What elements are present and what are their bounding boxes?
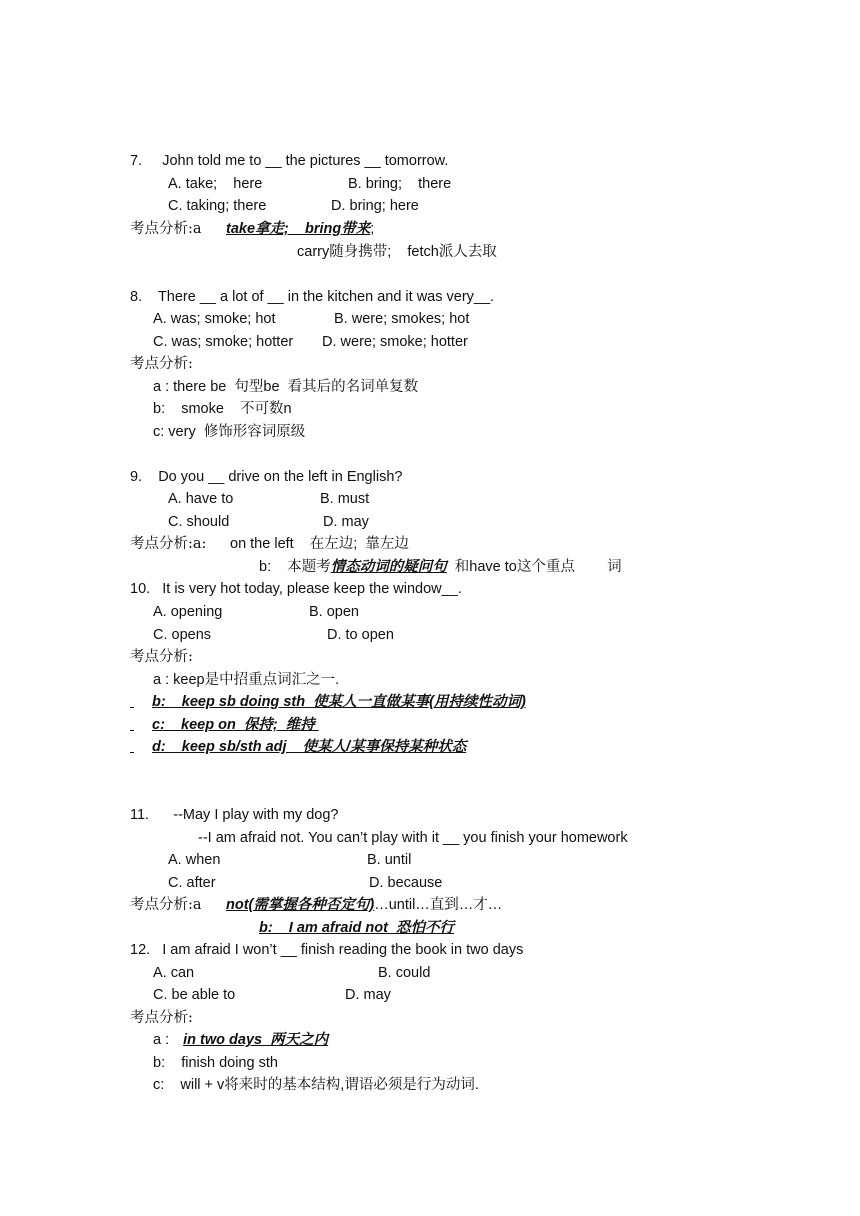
analysis-label: 考点分析:a: [130, 897, 202, 913]
analysis-point-b: [259, 558, 622, 576]
analysis-label: 考点分析:a: [130, 221, 202, 237]
option-b: B. open: [309, 604, 359, 620]
analysis-point-c: c: very 修饰形容词原级: [153, 424, 306, 440]
analysis-point-a: [226, 220, 374, 238]
option-d: D. bring; here: [331, 198, 419, 214]
option-d: D. to open: [327, 627, 394, 643]
emphasis-text: d: keep sb/sth adj 使某人/某事保持某种状态: [152, 739, 467, 755]
option-d: D. may: [345, 987, 391, 1003]
option-a: A. can: [153, 965, 195, 981]
text-suffix: 和have to这个重点 词: [446, 559, 622, 575]
option-c: C. taking; there: [168, 198, 267, 214]
emphasis-text: c: keep on 保持; 维持: [152, 717, 319, 733]
emphasis-text: 情态动词的疑问句: [330, 559, 447, 575]
option-a: A. opening: [153, 604, 223, 620]
underline-lead: [130, 693, 152, 711]
text-suffix: …until…直到…才…: [374, 897, 503, 913]
analysis-point-b: b: smoke 不可数n: [153, 401, 292, 417]
question-9: 9. Do you __ drive on the left in English?: [130, 469, 403, 485]
analysis-point-a: a : keep是中招重点词汇之一.: [153, 672, 340, 688]
question-12: 12. I am afraid I won’t __ finish reading the book in two days: [130, 942, 524, 958]
text-prefix: a :: [153, 1032, 170, 1048]
question-11: 11. --May I play with my dog?: [130, 807, 339, 823]
analysis-point-b: [130, 693, 526, 711]
emphasis-text: take拿走; bring带来: [226, 221, 371, 237]
analysis-point-b: b: finish doing sth: [153, 1055, 278, 1071]
option-c: C. after: [168, 875, 216, 891]
analysis-label: 考点分析:: [130, 356, 193, 372]
analysis-point-b: carry随身携带; fetch派人去取: [297, 244, 497, 260]
analysis-point-d: [130, 738, 466, 756]
analysis-label: 考点分析:: [130, 1010, 193, 1026]
option-c: C. be able to: [153, 987, 236, 1003]
option-d: D. were; smoke; hotter: [322, 334, 468, 350]
option-b: B. could: [378, 965, 431, 981]
punctuation: ;: [370, 221, 375, 237]
option-b: B. must: [320, 491, 370, 507]
analysis-point-a: a : there be 句型be 看其后的名词单复数: [153, 379, 419, 395]
option-a: A. was; smoke; hot: [153, 311, 276, 327]
option-a: A. have to: [168, 491, 234, 507]
emphasis-text: b: I am afraid not 恐怕不行: [259, 920, 454, 936]
option-a: A. take; here: [168, 176, 263, 192]
option-b: B. were; smokes; hot: [334, 311, 470, 327]
underline-lead: [130, 716, 152, 734]
analysis-point-a: [153, 1031, 328, 1049]
question-11-reply: --I am afraid not. You can’t play with it __ you finish your homework: [198, 830, 628, 846]
emphasis-text: in two days 两天之内: [183, 1032, 329, 1048]
option-c: C. should: [168, 514, 230, 530]
analysis-point-c: [130, 716, 319, 734]
underline-lead: [130, 738, 152, 756]
option-a: A. when: [168, 852, 221, 868]
question-8: 8. There __ a lot of __ in the kitchen and it was very__.: [130, 289, 495, 305]
text-prefix: b: 本题考: [259, 559, 331, 575]
option-c: C. was; smoke; hotter: [153, 334, 294, 350]
option-b: B. bring; there: [348, 176, 452, 192]
analysis-label: 考点分析:: [130, 649, 193, 665]
emphasis-text: not(需掌握各种否定句): [226, 897, 375, 913]
question-7: 7. John told me to __ the pictures __ tomorrow.: [130, 153, 449, 169]
option-d: D. may: [323, 514, 369, 530]
emphasis-text: b: keep sb doing sth 使某人一直做某事(用持续性动词): [152, 694, 526, 710]
analysis-point-a: [226, 896, 502, 914]
analysis-label: 考点分析:a:: [130, 536, 207, 552]
analysis-point-b: [259, 919, 454, 937]
analysis-point-c: c: will + v将来时的基本结构,谓语必须是行为动词.: [153, 1077, 479, 1093]
option-d: D. because: [369, 875, 443, 891]
option-b: B. until: [367, 852, 412, 868]
analysis-point-a: on the left 在左边; 靠左边: [230, 536, 409, 552]
question-10: 10. It is very hot today, please keep the window__.: [130, 581, 462, 597]
option-c: C. opens: [153, 627, 212, 643]
